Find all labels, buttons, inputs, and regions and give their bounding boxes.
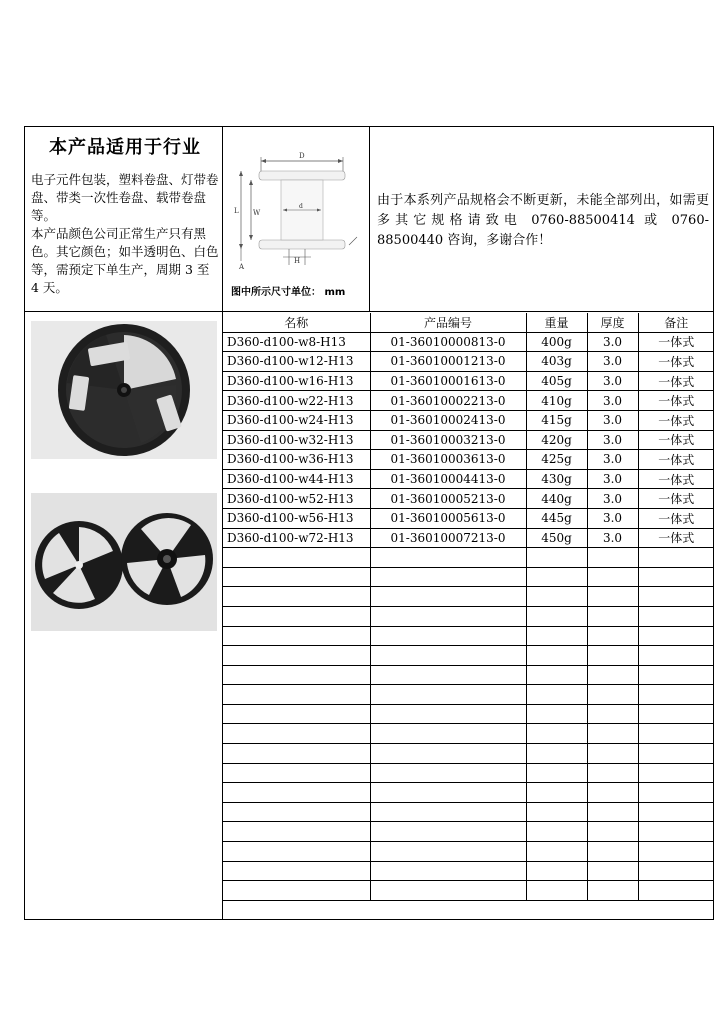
table-row	[223, 469, 714, 489]
cell-remarks: 一体式	[638, 450, 714, 470]
cell-thickness: 3.0	[587, 528, 638, 548]
cell-weight: 445g	[526, 508, 587, 528]
color-paragraph: 本产品颜色公司正常生产只有黑色。其它颜色；如半透明色、白色等，需预定下单生产，周期 3 至 4 天。	[31, 226, 219, 295]
cell-name	[223, 567, 370, 587]
cell-remarks	[638, 763, 714, 783]
cell-product-code: 01-36010002213-0	[370, 391, 526, 411]
cell-thickness	[587, 763, 638, 783]
cell-weight	[526, 881, 587, 901]
cell-thickness: 3.0	[587, 450, 638, 470]
cell-thickness	[587, 587, 638, 607]
cell-thickness	[587, 881, 638, 901]
cell-weight	[526, 626, 587, 646]
cell-thickness	[587, 567, 638, 587]
cell-remarks	[638, 861, 714, 881]
label-w: W	[253, 209, 261, 217]
cell-name: D360-d100-w12-H13	[223, 352, 370, 372]
cell-name	[223, 626, 370, 646]
cell-remarks: 一体式	[638, 508, 714, 528]
cell-weight	[526, 567, 587, 587]
cell-remarks: 一体式	[638, 489, 714, 509]
cell-remarks	[638, 881, 714, 901]
cell-weight: 420g	[526, 430, 587, 450]
table-row	[223, 391, 714, 411]
cell-thickness	[587, 802, 638, 822]
cell-thickness	[587, 548, 638, 568]
cell-thickness: 3.0	[587, 508, 638, 528]
cell-name	[223, 646, 370, 666]
cell-product-code	[370, 861, 526, 881]
cell-product-code: 01-36010001613-0	[370, 371, 526, 391]
cell-weight	[526, 802, 587, 822]
header-remarks: 备注	[638, 313, 714, 332]
cell-remarks: 一体式	[638, 391, 714, 411]
cell-name	[223, 548, 370, 568]
cell-remarks: 一体式	[638, 352, 714, 372]
empty-table-row	[223, 881, 714, 901]
cell-weight	[526, 783, 587, 803]
table-row	[223, 352, 714, 372]
label-d-outer: D	[299, 152, 305, 160]
cell-remarks: 一体式	[638, 430, 714, 450]
cell-remarks: 一体式	[638, 332, 714, 352]
cell-name	[223, 822, 370, 842]
header-thickness: 厚度	[587, 313, 638, 332]
empty-table-row	[223, 822, 714, 842]
reel-dimension-diagram	[225, 133, 367, 303]
cell-product-code	[370, 646, 526, 666]
cell-thickness: 3.0	[587, 352, 638, 372]
cell-product-code	[370, 548, 526, 568]
industry-section	[31, 133, 219, 297]
header-weight: 重量	[526, 313, 587, 332]
cell-product-code	[370, 783, 526, 803]
cell-product-code: 01-36010007213-0	[370, 528, 526, 548]
cell-weight	[526, 587, 587, 607]
cell-product-code: 01-36010000813-0	[370, 332, 526, 352]
empty-table-row	[223, 567, 714, 587]
cell-thickness	[587, 626, 638, 646]
cell-thickness	[587, 783, 638, 803]
empty-table-row	[223, 685, 714, 705]
empty-table-row	[223, 548, 714, 568]
column-divider	[369, 127, 370, 311]
cell-product-code	[370, 567, 526, 587]
cell-name	[223, 724, 370, 744]
cell-name: D360-d100-w44-H13	[223, 469, 370, 489]
cell-name: D360-d100-w36-H13	[223, 450, 370, 470]
cell-weight	[526, 724, 587, 744]
cell-product-code	[370, 881, 526, 901]
cell-thickness	[587, 606, 638, 626]
empty-table-row	[223, 606, 714, 626]
cell-weight: 400g	[526, 332, 587, 352]
cell-thickness	[587, 842, 638, 862]
table-row	[223, 332, 714, 352]
cell-remarks	[638, 646, 714, 666]
cell-product-code	[370, 704, 526, 724]
cell-product-code	[370, 626, 526, 646]
cell-thickness: 3.0	[587, 371, 638, 391]
cell-name	[223, 802, 370, 822]
spec-sheet	[24, 126, 714, 920]
cell-product-code	[370, 802, 526, 822]
cell-name: D360-d100-w32-H13	[223, 430, 370, 450]
cell-name	[223, 763, 370, 783]
empty-table-row	[223, 763, 714, 783]
cell-weight: 415g	[526, 410, 587, 430]
cell-weight: 430g	[526, 469, 587, 489]
cell-thickness	[587, 704, 638, 724]
cell-weight: 440g	[526, 489, 587, 509]
cell-name: D360-d100-w8-H13	[223, 332, 370, 352]
cell-remarks: 一体式	[638, 410, 714, 430]
cell-product-code	[370, 606, 526, 626]
empty-table-row	[223, 646, 714, 666]
cell-product-code	[370, 724, 526, 744]
cell-name	[223, 783, 370, 803]
cell-name	[223, 842, 370, 862]
cell-product-code: 01-36010003613-0	[370, 450, 526, 470]
label-l: L	[234, 207, 239, 215]
cell-remarks	[638, 822, 714, 842]
empty-table-row	[223, 861, 714, 881]
cell-weight	[526, 606, 587, 626]
cell-product-code	[370, 822, 526, 842]
cell-remarks	[638, 626, 714, 646]
cell-product-code: 01-36010005213-0	[370, 489, 526, 509]
cell-remarks	[638, 724, 714, 744]
cell-product-code: 01-36010005613-0	[370, 508, 526, 528]
table-row	[223, 410, 714, 430]
table-row	[223, 508, 714, 528]
cell-remarks: 一体式	[638, 528, 714, 548]
empty-table-row	[223, 842, 714, 862]
cell-name: D360-d100-w24-H13	[223, 410, 370, 430]
cell-remarks	[638, 704, 714, 724]
cell-name	[223, 606, 370, 626]
table-row	[223, 489, 714, 509]
table-row	[223, 528, 714, 548]
cell-weight: 403g	[526, 352, 587, 372]
cell-thickness	[587, 646, 638, 666]
cell-name	[223, 744, 370, 764]
cell-remarks	[638, 783, 714, 803]
cell-thickness: 3.0	[587, 469, 638, 489]
empty-table-row	[223, 665, 714, 685]
cell-product-code: 01-36010004413-0	[370, 469, 526, 489]
cell-remarks	[638, 685, 714, 705]
cell-weight: 410g	[526, 391, 587, 411]
cell-name: D360-d100-w56-H13	[223, 508, 370, 528]
cell-name	[223, 587, 370, 607]
cell-remarks	[638, 606, 714, 626]
cell-name	[223, 685, 370, 705]
cell-remarks	[638, 567, 714, 587]
cell-product-code	[370, 665, 526, 685]
cell-name: D360-d100-w22-H13	[223, 391, 370, 411]
cell-weight: 405g	[526, 371, 587, 391]
cell-thickness	[587, 822, 638, 842]
cell-remarks	[638, 802, 714, 822]
cell-remarks: 一体式	[638, 469, 714, 489]
cell-remarks	[638, 665, 714, 685]
empty-table-row	[223, 744, 714, 764]
cell-name	[223, 861, 370, 881]
cell-name: D360-d100-w72-H13	[223, 528, 370, 548]
cell-name	[223, 881, 370, 901]
cell-product-code	[370, 685, 526, 705]
empty-table-row	[223, 783, 714, 803]
cell-thickness: 3.0	[587, 410, 638, 430]
cell-thickness: 3.0	[587, 332, 638, 352]
cell-weight	[526, 763, 587, 783]
row-divider	[25, 311, 713, 312]
cell-weight	[526, 744, 587, 764]
industry-title: 本产品适用于行业	[49, 137, 201, 158]
cell-product-code	[370, 763, 526, 783]
empty-table-row	[223, 626, 714, 646]
empty-table-row	[223, 587, 714, 607]
cell-weight	[526, 842, 587, 862]
cell-weight	[526, 861, 587, 881]
industry-paragraph: 电子元件包装，塑料卷盘、灯带卷盘、带类一次性卷盘、载带卷盘等。	[31, 172, 219, 223]
cell-name	[223, 665, 370, 685]
label-a: A	[239, 263, 245, 271]
cell-weight	[526, 685, 587, 705]
label-h: H	[294, 257, 301, 265]
cell-product-code: 01-36010003213-0	[370, 430, 526, 450]
cell-thickness	[587, 861, 638, 881]
cell-weight	[526, 704, 587, 724]
cell-thickness: 3.0	[587, 489, 638, 509]
cell-remarks	[638, 842, 714, 862]
header-product-code: 产品编号	[370, 313, 526, 332]
empty-table-row	[223, 724, 714, 744]
cell-product-code	[370, 842, 526, 862]
cell-weight	[526, 548, 587, 568]
cell-weight: 450g	[526, 528, 587, 548]
cell-remarks	[638, 548, 714, 568]
cell-thickness: 3.0	[587, 430, 638, 450]
cell-weight	[526, 665, 587, 685]
cell-product-code	[370, 587, 526, 607]
table-row	[223, 371, 714, 391]
cell-weight	[526, 646, 587, 666]
cell-weight	[526, 822, 587, 842]
cell-product-code: 01-36010002413-0	[370, 410, 526, 430]
cell-name: D360-d100-w16-H13	[223, 371, 370, 391]
spec-table	[223, 313, 714, 901]
empty-table-row	[223, 802, 714, 822]
table-row	[223, 450, 714, 470]
cell-thickness: 3.0	[587, 391, 638, 411]
table-row	[223, 430, 714, 450]
cell-name	[223, 704, 370, 724]
reel-photo-single	[31, 321, 217, 459]
label-d-inner: d	[299, 203, 303, 210]
cell-remarks	[638, 744, 714, 764]
reel-photo-pair	[31, 493, 217, 631]
cell-weight: 425g	[526, 450, 587, 470]
cell-product-code: 01-36010001213-0	[370, 352, 526, 372]
notice-text: 由于本系列产品规格会不断更新，未能全部列出，如需更多其它规格请致电 0760-88500414 或 0760-88500440 咨询，多谢合作！	[377, 193, 709, 248]
cell-name: D360-d100-w52-H13	[223, 489, 370, 509]
table-header-row	[223, 313, 714, 332]
cell-product-code	[370, 744, 526, 764]
cell-thickness	[587, 665, 638, 685]
cell-thickness	[587, 744, 638, 764]
empty-table-row	[223, 704, 714, 724]
cell-thickness	[587, 685, 638, 705]
cell-remarks: 一体式	[638, 371, 714, 391]
cell-remarks	[638, 587, 714, 607]
diagram-caption: 图中所示尺寸单位： mm	[231, 287, 346, 298]
cell-thickness	[587, 724, 638, 744]
header-name: 名称	[223, 313, 370, 332]
